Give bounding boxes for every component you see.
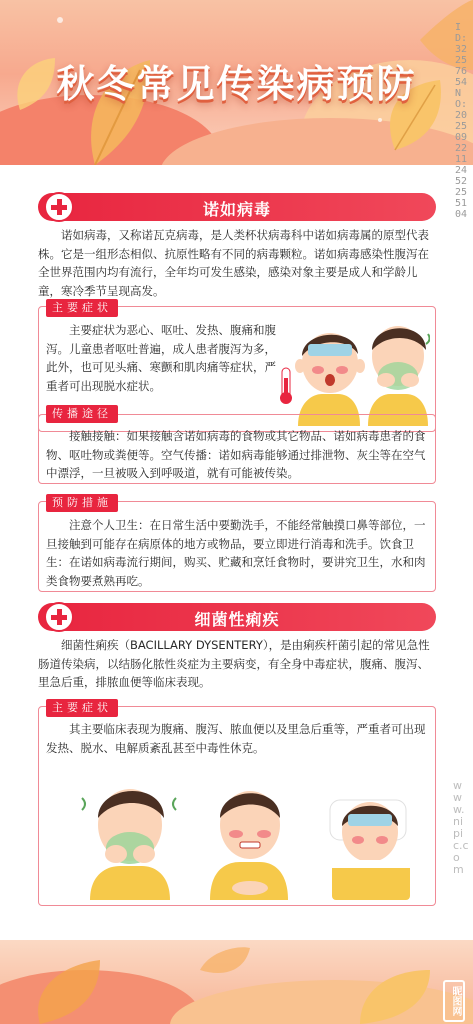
watermark-site: www.nipic.com: [453, 779, 469, 876]
footer-banner: [0, 940, 473, 1024]
dysentery-symptoms-text: 其主要临床表现为腹痛、腹泻、脓血便以及里急后重等，严重者可出现发热、脱水、电解质紊乱甚至中毒性休克。: [46, 722, 426, 755]
section-heading-dysentery: 细菌性痢疾: [38, 603, 436, 631]
nipic-logo: 昵图网: [443, 980, 465, 1022]
tag-symptoms: 主要症状: [46, 299, 118, 317]
leaf-decoration-icon: [0, 940, 473, 1024]
norovirus-transmission-text: 接触接触：如果接触含诺如病毒的食物或其它物品、诺如病毒患者的食物、呕吐物或粪便等。空气传播：诺如病毒能够通过排泄物、灰尘等在空气中漂浮，一旦被吸入到呼吸道，就有可能被传染。: [46, 429, 426, 480]
tag-prevention: 预防措施: [46, 494, 118, 512]
sick-child-illustration-icon: [276, 308, 430, 426]
tag-symptoms-2: 主要症状: [46, 699, 118, 717]
header-banner: [0, 0, 473, 165]
tag-transmission: 传播途径: [46, 405, 118, 423]
norovirus-symptoms-text: 主要症状为恶心、呕吐、发热、腹痛和腹泻。儿童患者呕吐普遍，成人患者腹泻为多，此外，也可见头痛、寒颤和肌肉痛等症状，严重者可出现脱水症状。: [46, 323, 276, 393]
dysentery-intro: 细菌性痢疾（BACILLARY DYSENTERY），是由痢疾杆菌引起的常见急性肠道传染病，以结肠化脓性炎症为主要病变，有全身中毒症状，腹痛、腹泻、里急后重，排脓血便等临床表现。: [38, 638, 430, 689]
section-heading-norovirus: 诺如病毒: [38, 193, 436, 221]
page-title: 秋冬常见传染病预防: [56, 62, 417, 106]
norovirus-prevention-text: 注意个人卫生：在日常生活中要勤洗手，不能经常触摸口鼻等部位，一旦接触到可能存在病原体的地方或物品，要立即进行消毒和洗手。饮食卫生：在诺如病毒流行期间，购买、贮藏和烹饪食物时，要讲究卫生，水和肉类食物要煮熟再吃。: [46, 518, 426, 588]
norovirus-intro: 诺如病毒，又称诺瓦克病毒，是人类杯状病毒科中诺如病毒属的原型代表株。它是一组形态相似、抗原性略有不同的病毒颗粒。诺如病毒感染性腹泻在全世界范围内均有流行，全年均可发生感染，感染对象主要是成人和学龄儿童，寒冷季节呈现高发。: [38, 228, 429, 298]
dysentery-illustrations-icon: [80, 770, 410, 900]
watermark-id: ID:32257654 NO:20250922112452255104: [455, 22, 468, 220]
